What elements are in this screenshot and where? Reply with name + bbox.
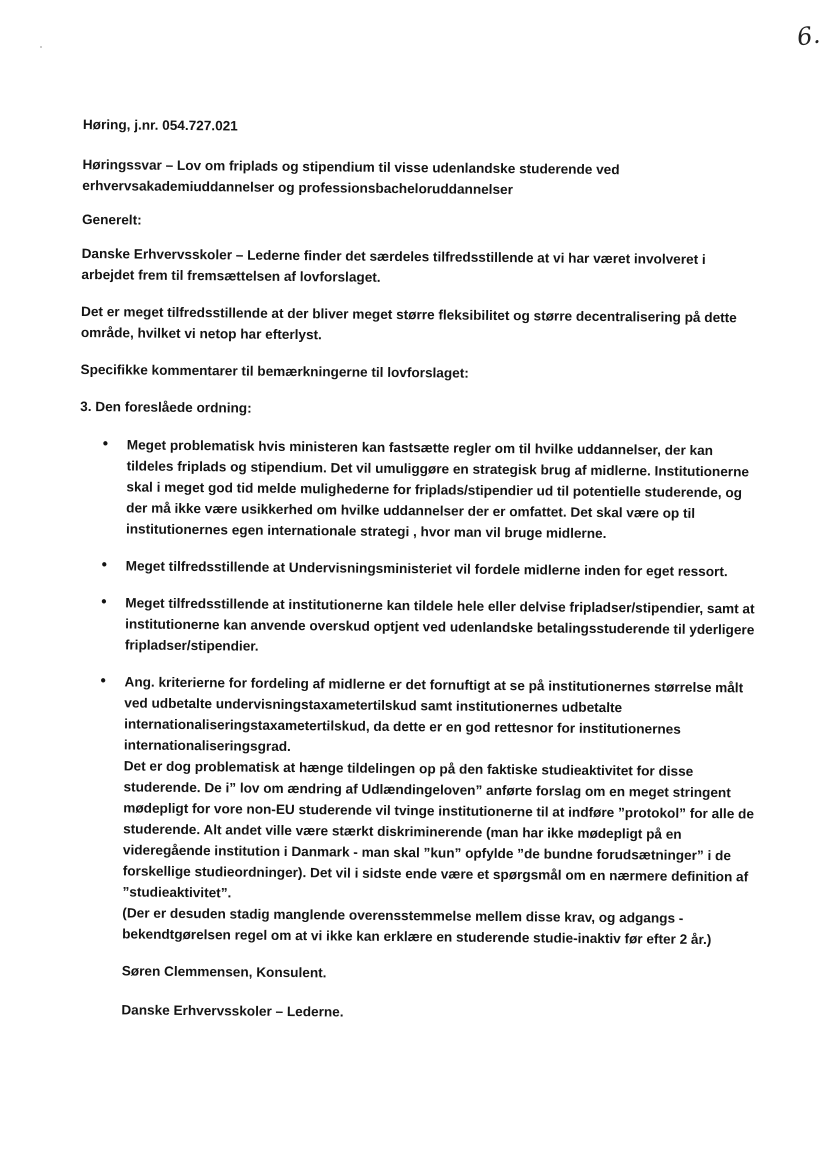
- scan-speck: [40, 46, 42, 48]
- list-item: [126, 555, 759, 582]
- list-item-text: Meget problematisk hvis ministeren kan fastsætte regler om til hvilke uddannelser, der kan tildeles friplads og stipendium. Det vil umuliggøre en strategisk brug af midlerne. Institutionerne skal i meget god tid melde mulighederne for friplads/stipendier ud til potentielle studerende, og der må ikke være usikkerhed om hvilke uddannelser der er omfattet. Det skal være op til institutionernes egen internationale strategi , hvor man vil bruge midlerne.: [125, 437, 750, 542]
- reference-number: Høring, j.nr. 054.727.021: [82, 116, 238, 134]
- document-title: Høringssvar – Lov om friplads og stipendium til visse udenlandske studerende ved erhvervsakademiuddannelser og professionsbacheloruddannelser: [82, 156, 620, 198]
- list-item-continuation: Det er dog problematisk at hænge tildelingen op på den faktiske studieaktivitet for disse studerende. De i” lov om ændring af Udlændingeloven” anførte forslag om en meget stringent mødepligt for vore non-EU studerende vil tvinge institutionerne til at indføre ”protokol” for alle de studerende. Alt andet ville være stærkt diskriminerende (man har ikke mødepligt på en videregående institution i Danmark - man skal ”kun” opfylde ”de bundne forudsætninger” i de forskellige studieordninger). Det vil i sidste ende være et spørgsmål om en nærmere definition af ”studieaktivitet”.: [122, 758, 755, 901]
- general-heading: Generelt:: [81, 211, 142, 228]
- list-item-text: Meget tilfredsstillende at institutionerne kan tildele hele eller delvise fripladser/stipendier, samt at institutionerne kan anvende overskud optjent ved udenlandske betalingsstuderende til yderligere fripladser/stipendier.: [124, 595, 755, 654]
- specific-comments-heading: Specifikke kommentarer til bemærkningerne til lovforslaget:: [80, 361, 469, 381]
- document-body: [74, 114, 763, 1026]
- signatory-name: Søren Clemmensen, Konsulent.: [121, 963, 327, 981]
- list-item: [125, 592, 759, 661]
- list-item-text: • Ang. kriterierne for fordeling af midlerne er det fornuftigt at se på institutionernes størrelse målt ved udbetalte undervisningstaxametertilskud samt institutionernes udbetalte internationaliseringstaxametertilskud, da dette er en god rettesnor for institutionernes internationaliseringsgrad.: [123, 674, 744, 755]
- section-heading: 3. Den foreslåede ordning:: [80, 398, 252, 416]
- paragraph-flexibility: Det er meget tilfredsstillende at der bliver meget større fleksibilitet og større decentralisering på dette område, hvilket vi netop har efterlyst.: [80, 303, 737, 343]
- signatory-organization: Danske Erhvervsskoler – Lederne.: [121, 1002, 344, 1020]
- signature-block: [74, 960, 755, 1027]
- paragraph-involvement: Danske Erhvervsskoler – Lederne finder det særdeles tilfredsstillende at vi har været involveret i arbejdet frem til fremsættelsen af lovforslaget.: [81, 245, 706, 285]
- comment-list: [75, 434, 760, 951]
- handwritten-page-number: 6.: [795, 20, 822, 52]
- list-item: [122, 671, 758, 950]
- list-item-note: (Der er desuden stadig manglende overensstemmelse mellem disse krav, og adgangs - bekendtgørelsen regel om at vi ikke kan erklære en studerende studie-inaktiv før efter 2 år.): [122, 905, 712, 948]
- list-item: [126, 434, 760, 545]
- list-item-text: Meget tilfredsstillende at Undervisningsministeriet vil fordele midlerne inden for eget ressort.: [125, 558, 728, 580]
